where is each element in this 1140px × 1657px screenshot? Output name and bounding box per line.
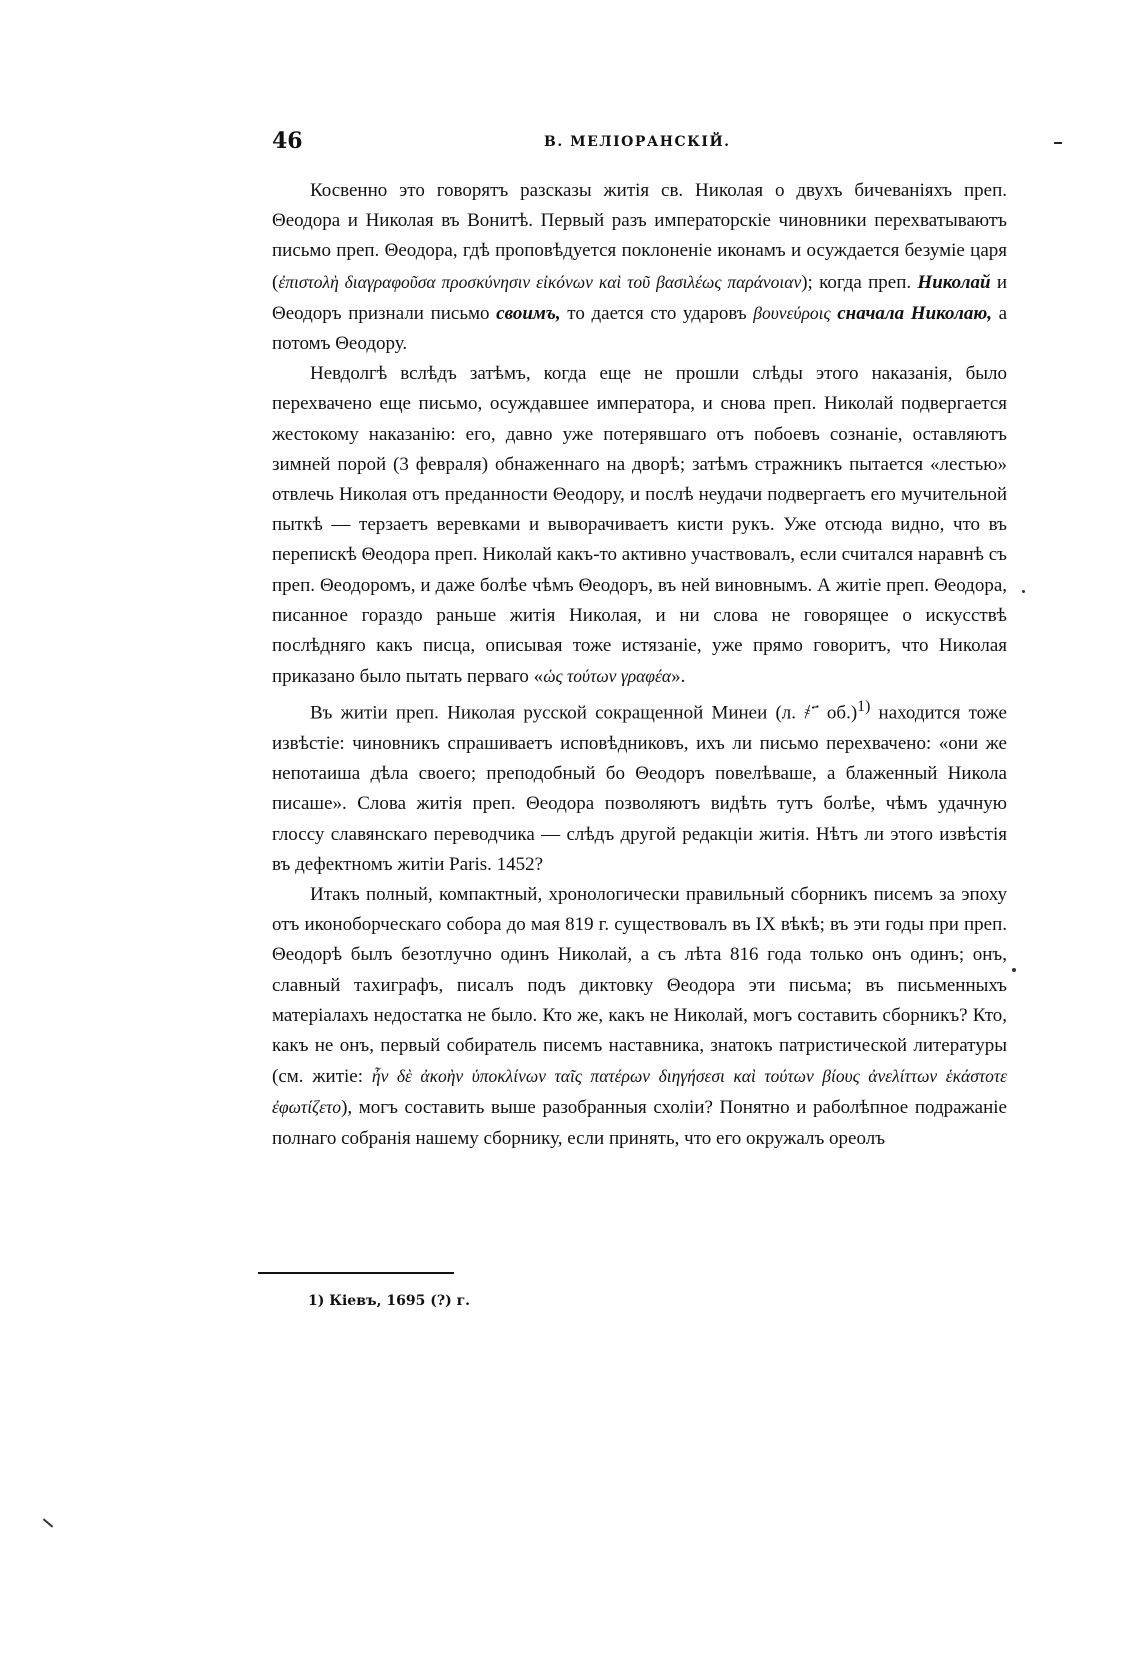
- p1-greek-quote-1: ἐπιστολὴ διαγραφοῦσα προσκύνησιν εἰκόνων καὶ τοῦ βασιλέως παράνοιαν: [278, 271, 802, 292]
- running-head: В. МЕЛІОРАНСКІЙ.: [544, 134, 731, 150]
- p1-text-6: а потомъ Θеодору.: [272, 302, 1008, 355]
- paragraph-2: [272, 359, 1007, 692]
- p2-greek-quote-1: ὡς τούτων γραφέα: [543, 666, 672, 687]
- p1-emphasis-1: Николай: [917, 271, 991, 293]
- footnote-reference: 1): [857, 698, 871, 716]
- scan-speck: [1012, 968, 1016, 972]
- paragraph-1: [272, 176, 1007, 359]
- page-number: 46: [272, 128, 303, 154]
- p1-text-3: и Θеодоръ признали письмо: [272, 271, 1007, 324]
- header-mark: [1054, 142, 1062, 144]
- scan-speck: [43, 1518, 53, 1527]
- p1-greek-quote-2: βουνεύροις: [753, 302, 831, 323]
- page-header: [272, 128, 1062, 168]
- footnote-rule: [258, 1272, 454, 1274]
- p2-text-2: ».: [671, 666, 686, 688]
- p4-greek-quote-1: ἦν δὲ ἀκοὴν ὑποκλίνων ταῖς πατέρων διηγήσεσι καὶ τούτων βίους ἀνελίττων ἑκάστοτε ἐφωτίζετο: [272, 1066, 1007, 1118]
- p1-emphasis-3: сначала Николаю,: [837, 302, 992, 324]
- p4-text-2: ), могъ составить выше разобранныя схоліи? Понятно и раболѣпное подражаніе полнаго собранія нашему сборнику, если принять, что его окружалъ ореолъ: [272, 1097, 1007, 1149]
- body-text: [272, 176, 1007, 1154]
- p1-text-1: Косвенно это говорятъ разсказы житія св. Николая о двухъ бичеваніяхъ преп. Θеодора и Николая въ Вонитѣ. Первый разъ императорскіе чиновники перехватываютъ письмо преп. Θеодора, гдѣ проповѣдуется поклоненіе иконамъ и осуждается безуміе царя (: [272, 180, 1007, 293]
- footnote: 1) Кіевъ, 1695 (?) г.: [308, 1293, 471, 1309]
- p1-text-2: ); когда преп.: [801, 271, 918, 293]
- p1-emphasis-2: своимъ,: [496, 302, 561, 324]
- p3-text-1: Въ житіи преп. Николая русской сокращенной Минеи (л. ҂ ҃҃҃ об.): [310, 702, 858, 724]
- scan-speck: [1022, 590, 1025, 593]
- paragraph-3: [272, 692, 1007, 880]
- p2-text-1: Невдолгѣ вслѣдъ затѣмъ, когда еще не прошли слѣды этого наказанія, было перехвачено еще письмо, осуждавшее императора, и снова преп. Николай подвергается жестокому наказанію: его, давно уже потерявшаго отъ побоевъ сознаніе, оставляютъ зимней порой (3 февраля) обнаженнаго на дворѣ; затѣмъ стражникъ пытается «лестью» отвлечь Николая отъ преданности Θеодору, и послѣ неудачи подвергаетъ его мучительной пыткѣ — терзаетъ веревками и выворачиваетъ кисти рукъ. Уже отсюда видно, что въ перепискѣ Θеодора преп. Николай какъ-то активно участвовалъ, если считался наравнѣ съ преп. Θеодоромъ, и даже болѣе чѣмъ Θеодоръ, въ ней виновнымъ. А житіе преп. Θеодора, писанное гораздо раньше житія Николая, и ни слова не говорящее о искусствѣ послѣдняго какъ писца, описывая тоже истязаніе, уже прямо говоритъ, что Николая приказано было пытать перваго «: [272, 363, 1007, 688]
- p1-text-4: то дается сто ударовъ: [560, 302, 754, 324]
- p3-text-2: находится тоже извѣстіе: чиновникъ спрашиваетъ исповѣдниковъ, ихъ ли письмо перехвачено: «они же непотаиша дѣла своего; преподобный бо Θеодоръ повелѣваше, а блаженный Никола писаше». Слова житія преп. Θеодора позволяютъ видѣть тутъ болѣе, чѣмъ удачную глоссу славянскаго переводчика — слѣдъ другой редакціи житія. Нѣтъ ли этого извѣстія въ дефектномъ житіи Paris. 1452?: [272, 702, 1007, 875]
- p4-text-1: Итакъ полный, компактный, хронологически правильный сборникъ писемъ за эпоху отъ иконоборческаго собора до мая 819 г. существовалъ въ IX вѣкѣ; въ эти годы при преп. Θеодорѣ былъ безотлучно одинъ Николай, а съ лѣта 816 года только онъ одинъ; онъ, славный тахиграфъ, писалъ подъ диктовку Θеодора эти письма; въ письменныхъ матеріалахъ недостатка не было. Кто же, какъ не Николай, могъ составить сборникъ? Кто, какъ не онъ, первый собиратель писемъ наставника, знатокъ патристической литературы (см. житіе:: [272, 884, 1007, 1088]
- paragraph-4: [272, 880, 1007, 1154]
